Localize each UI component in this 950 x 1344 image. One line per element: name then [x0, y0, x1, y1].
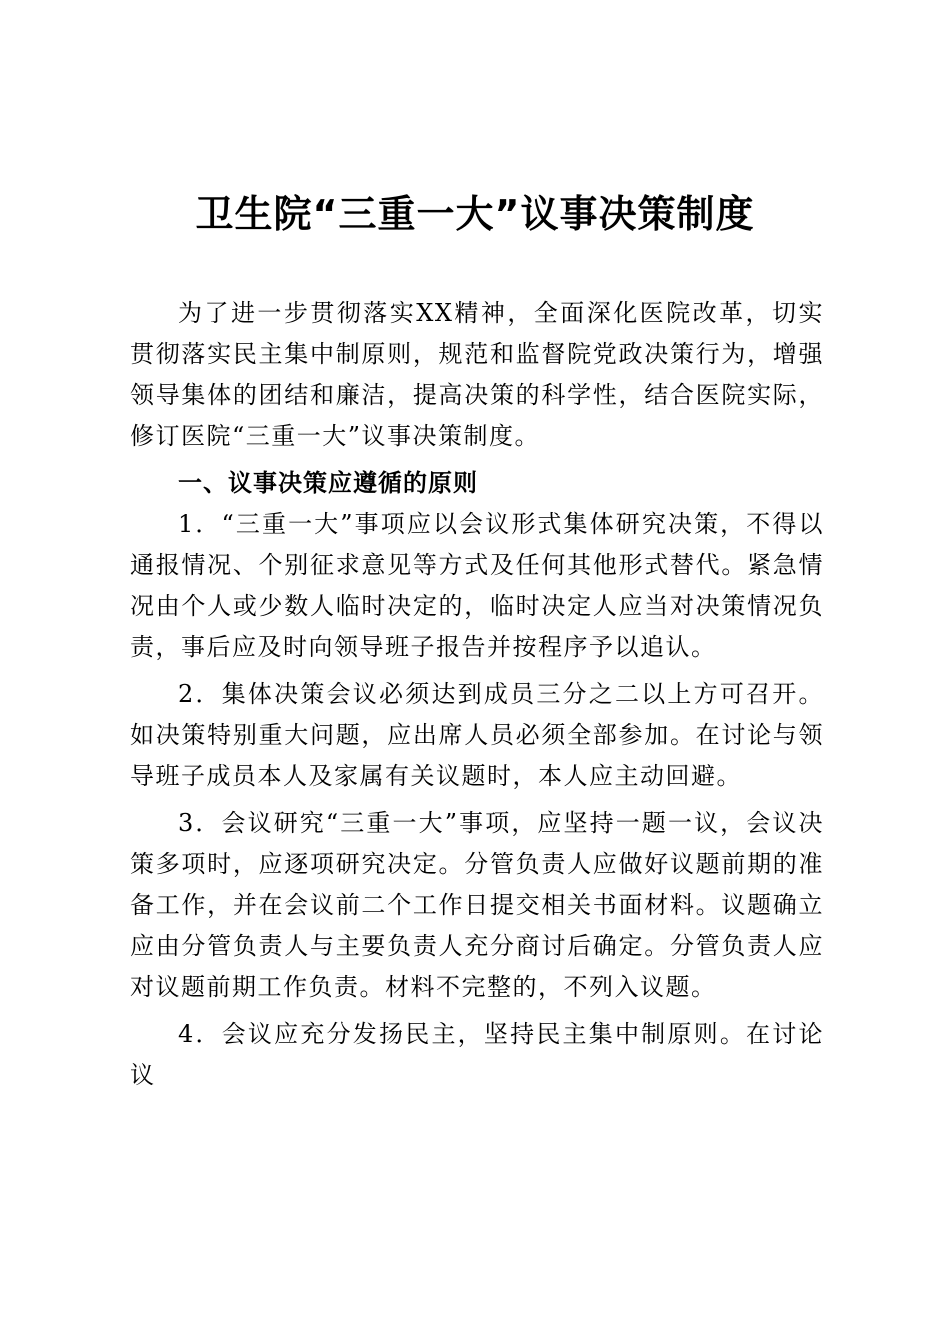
principle-item-1: 1．“三重一大”事项应以会议形式集体研究决策，不得以通报情况、个别征求意见等方式及任何其他形式替代。紧急情况由个人或少数人临时决定的，临时决定人应当对决策情况负责，事后应及时向领导班子报告并按程序予以追认。 — [130, 510, 824, 661]
principle-item-4: 4．会议应充分发扬民主，坚持民主集中制原则。在讨论议 — [130, 1020, 824, 1089]
intro-paragraph: 为了进一步贯彻落实XX精神，全面深化医院改革，切实贯彻落实民主集中制原则，规范和监督院党政决策行为，增强领导集体的团结和廉洁，提高决策的科学性，结合医院实际，修订医院“三重一大”议事决策制度。 — [130, 299, 824, 450]
principle-item-2: 2．集体决策会议必须达到成员三分之二以上方可召开。如决策特别重大问题，应出席人员必须全部参加。在讨论与领导班子成员本人及家属有关议题时，本人应主动回避。 — [130, 680, 824, 790]
principle-item-3: 3．会议研究“三重一大”事项，应坚持一题一议，会议决策多项时，应逐项研究决定。分管负责人应做好议题前期的准备工作，并在会议前二个工作日提交相关书面材料。议题确立应由分管负责人与主要负责人充分商讨后确定。分管负责人应对议题前期工作负责。材料不完整的，不列入议题。 — [130, 809, 824, 1001]
document-body — [130, 293, 824, 1089]
section-heading-principles: 一、议事决策应遵循的原则 — [178, 469, 478, 497]
document-title: 卫生院“三重一大”议事决策制度 — [195, 192, 755, 236]
